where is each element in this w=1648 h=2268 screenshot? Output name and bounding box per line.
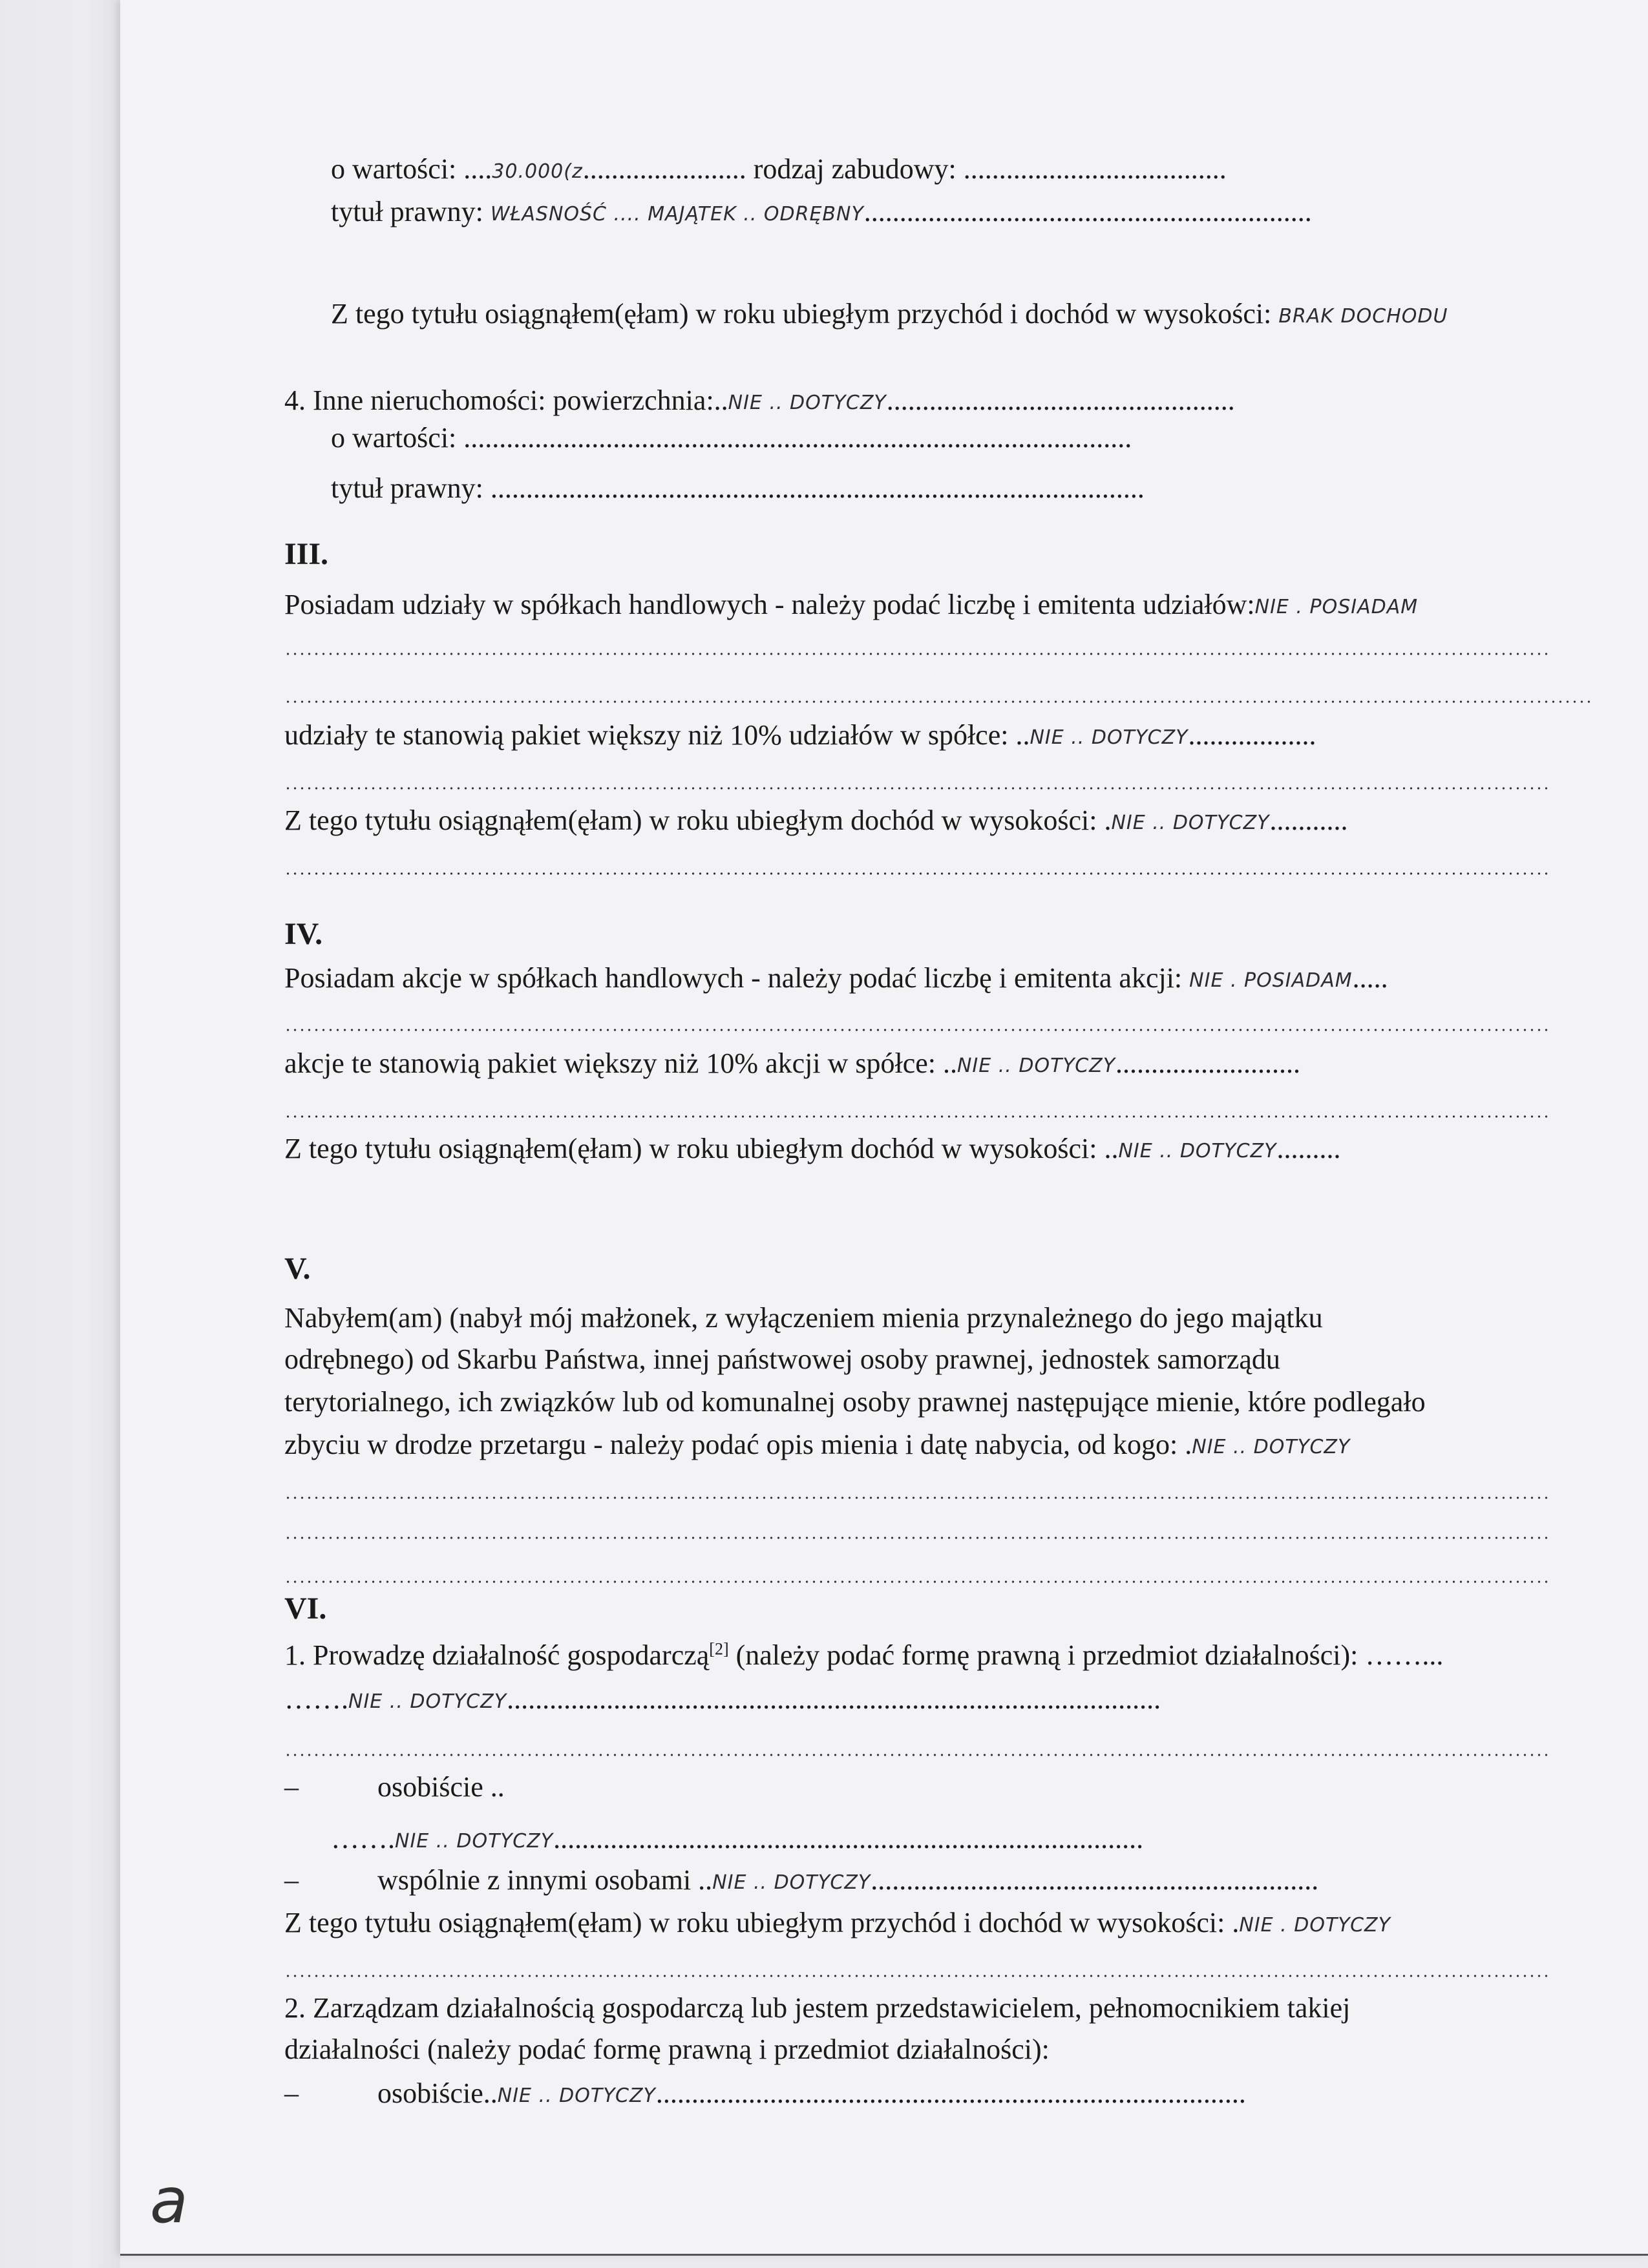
value-line: o wartości: ....30.000(z....................... rodzaj zabudowy: ..................................... xyxy=(331,153,1227,185)
section-heading-iii: III. xyxy=(284,537,329,571)
handwritten-value: 30.000(z xyxy=(492,160,583,183)
blank-dotted-line xyxy=(284,1115,1551,1118)
list-dash: – xyxy=(284,1864,299,1896)
management-line: działalności (należy podać formę prawną i przedmiot działalności): xyxy=(284,2033,1050,2065)
paragraph-line: terytorialnego, ich związków lub od komunalnej osoby prawnej następujące mienie, które podlegało xyxy=(284,1386,1426,1418)
shares-income-line: Z tego tytułu osiągnąłem(ęłam) w roku ubiegłym dochód w wysokości: .NIE .. DOTYCZY........... xyxy=(284,804,1348,836)
blank-dotted-line xyxy=(284,872,1551,875)
handwritten-shares-income: NIE .. DOTYCZY xyxy=(1111,812,1270,834)
blank-dotted-line xyxy=(284,700,1592,703)
income-line: Z tego tytułu osiągnąłem(ęłam) w roku ubiegłym przychód i dochód w wysokości: BRAK DOCHODU xyxy=(331,298,1448,330)
paragraph-line: odrębnego) od Skarbu Państwa, innej państwowej osoby prawnej, jednostek samorządu xyxy=(284,1343,1280,1375)
list-dash: – xyxy=(284,1771,299,1803)
handwritten-acquired: NIE .. DOTYCZY xyxy=(1192,1436,1351,1458)
handwritten-stocks-income: NIE .. DOTYCZY xyxy=(1118,1140,1277,1162)
business-line: 1. Prowadzę działalność gospodarczą[2] (należy podać formę prawną i przedmiot działalności): ……... xyxy=(284,1639,1444,1671)
handwritten-margin-mark: a xyxy=(150,2165,188,2237)
management-line: 2. Zarządzam działalnością gospodarczą lub jestem przedstawicielem, pełnomocnikiem takiej xyxy=(284,1992,1351,2024)
handwritten-stocks: NIE . POSIADAM xyxy=(1189,969,1353,992)
handwritten-business: NIE .. DOTYCZY xyxy=(348,1690,507,1713)
other-value-line: o wartości: .............................................................................................. xyxy=(331,422,1132,454)
stocks-income-line: Z tego tytułu osiągnąłem(ęłam) w roku ubiegłym dochód w wysokości: ..NIE .. DOTYCZY......... xyxy=(284,1133,1341,1164)
stocks-percent-line: akcje te stanowią pakiet większy niż 10% akcji w spółce: ..NIE .. DOTYCZY.......................... xyxy=(284,1047,1301,1079)
section-heading-v: V. xyxy=(284,1252,311,1286)
handwritten-shares-percent: NIE .. DOTYCZY xyxy=(1030,726,1188,749)
blank-dotted-line xyxy=(284,1537,1551,1539)
handwritten-stocks-percent: NIE .. DOTYCZY xyxy=(956,1055,1116,1077)
personally-label: osobiście .. xyxy=(377,1771,505,1803)
stocks-line: Posiadam akcje w spółkach handlowych - należy podać liczbę i emitenta akcji: NIE . POSIADAM..... xyxy=(284,962,1388,994)
shares-line: Posiadam udziały w spółkach handlowych - należy podać liczbę i emitenta udziałów:NIE . POSIADAM xyxy=(284,589,1419,620)
paragraph-line: zbyciu w drodze przetargu - należy podać opis mienia i datę nabycia, od kogo: .NIE .. DOTYCZY xyxy=(284,1429,1351,1460)
shares-percent-line: udziały te stanowią pakiet większy niż 10% udziałów w spółce: ..NIE .. DOTYCZY.................. xyxy=(284,719,1316,751)
handwritten-personally: NIE .. DOTYCZY xyxy=(395,1830,554,1853)
section-heading-vi: VI. xyxy=(284,1591,327,1626)
section-heading-iv: IV. xyxy=(284,917,323,951)
handwritten-area: NIE .. DOTYCZY xyxy=(728,392,887,414)
other-property-line: 4. Inne nieruchomości: powierzchnia:..NIE .. DOTYCZY................................................. xyxy=(284,384,1235,416)
business-detail-line: …….NIE .. DOTYCZY............................................................................................ xyxy=(284,1683,1161,1715)
blank-dotted-line xyxy=(284,1754,1551,1756)
blank-dotted-line xyxy=(284,1975,1551,1977)
scan-left-edge xyxy=(0,0,120,2268)
handwritten-jointly: NIE .. DOTYCZY xyxy=(712,1871,871,1894)
personally-line: …….NIE .. DOTYCZY................................................................................... xyxy=(331,1823,1144,1854)
jointly-line: wspólnie z innymi osobami ..NIE .. DOTYCZY............................................................... xyxy=(377,1864,1319,1896)
business-income-line: Z tego tytułu osiągnąłem(ęłam) w roku ubiegłym przychód i dochód w wysokości: .NIE . DOTYCZY xyxy=(284,1907,1391,1938)
handwritten-business-income: NIE . DOTYCZY xyxy=(1239,1914,1391,1937)
blank-dotted-line xyxy=(284,653,1551,655)
legal-title-line: tytuł prawny: WŁASNOŚĆ .... MAJĄTEK .. ODRĘBNY............................................................... xyxy=(331,196,1312,227)
handwritten-legal-title: WŁASNOŚĆ .... MAJĄTEK .. ODRĘBNY xyxy=(490,203,864,226)
page-bottom-edge xyxy=(120,2254,1648,2256)
blank-dotted-line xyxy=(284,1496,1551,1499)
list-dash: – xyxy=(284,2077,299,2109)
handwritten-management: NIE .. DOTYCZY xyxy=(497,2084,656,2107)
blank-dotted-line xyxy=(284,1580,1551,1583)
handwritten-income: BRAK DOCHODU xyxy=(1278,305,1448,328)
other-title-line: tytuł prawny: ............................................................................................ xyxy=(331,472,1145,504)
blank-dotted-line xyxy=(284,787,1551,790)
footnote-ref: [2] xyxy=(709,1639,729,1659)
handwritten-shares: NIE . POSIADAM xyxy=(1254,596,1419,618)
paragraph-line: Nabyłem(am) (nabył mój małżonek, z wyłączeniem mienia przynależnego do jego majątku xyxy=(284,1302,1323,1334)
blank-dotted-line xyxy=(284,1029,1551,1031)
management-personally-line: osobiście..NIE .. DOTYCZY................................................................................... xyxy=(377,2077,1246,2109)
